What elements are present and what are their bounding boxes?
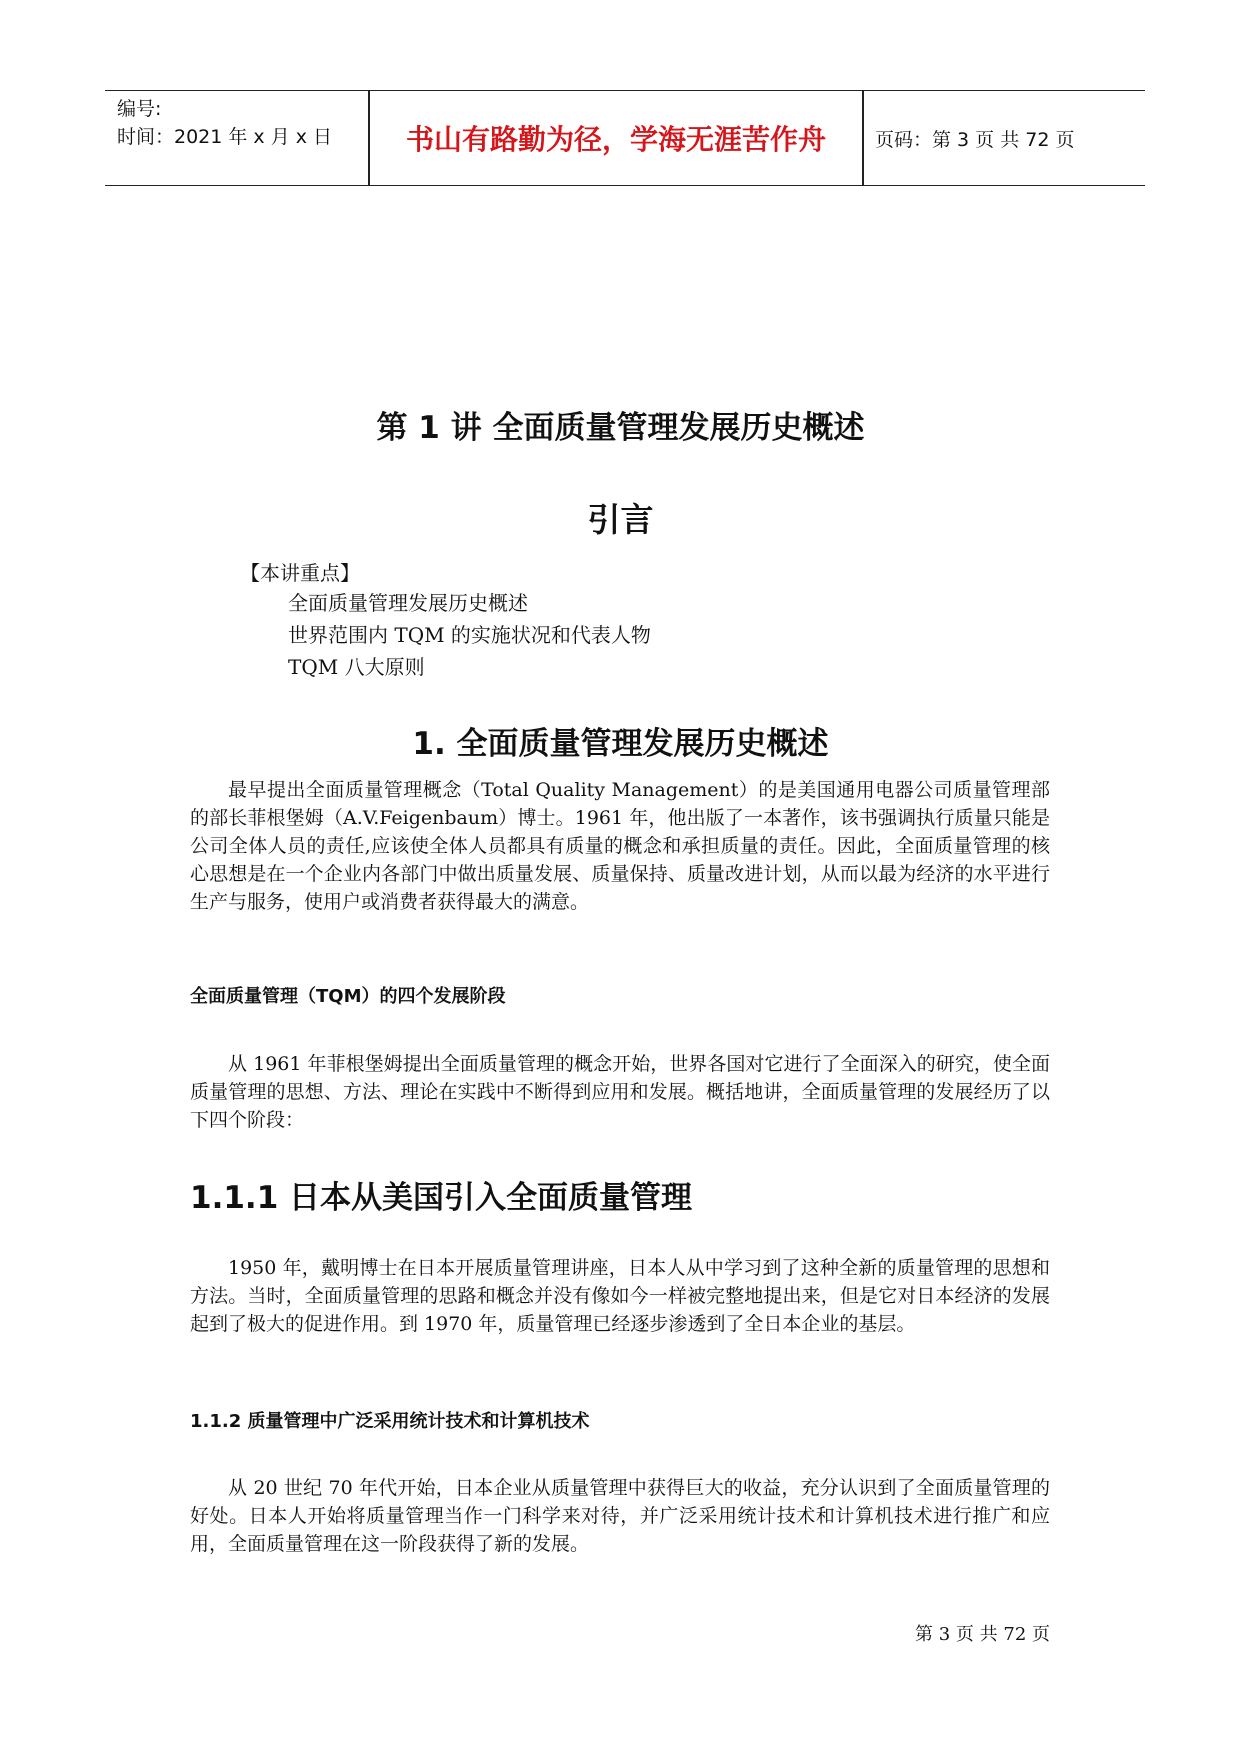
stages-paragraph: 从 1961 年菲根堡姆提出全面质量管理的概念开始，世界各国对它进行了全面深入的研究，使全面质量管理的思想、方法、理论在实践中不断得到应用和发展。概括地讲，全面质量管理的发展经历了以下四个阶段： [190, 1053, 1050, 1131]
header-divider [862, 91, 864, 185]
header-motto: 书山有路勤为径，学海无涯苦作舟 [405, 123, 826, 156]
subsection-heading: 1.1.1 日本从美国引入全面质量管理 [190, 1180, 693, 1216]
section-heading: 1. 全面质量管理发展历史概述 [412, 726, 829, 762]
subsection-paragraph: 从 20 世纪 70 年代开始，日本企业从质量管理中获得巨大的收益，充分认识到了全面质量管理的好处。日本人开始将质量管理当作一门科学来对待，并广泛采用统计技术和计算机技术进行推广和应用，全面质量管理在这一阶段获得了新的发展。 [190, 1477, 1050, 1555]
section-paragraph: 最早提出全面质量管理概念（Total Quality Management）的是美国通用电器公司质量管理部的部长菲根堡姆（A.V.Feigenbaum）博士。1961 年，他出版了一本著作，该书强调执行质量只能是公司全体人员的责任,应该使全体人员都具有质量的概念和承担质量的责任。因此，全面质量管理的核心思想是在一个企业内各部门中做出质量发展、质量保持、质量改进计划，从而以最为经济的水平进行生产与服务，使用户或消费者获得最大的满意。 [190, 779, 1050, 913]
focus-list [288, 587, 651, 683]
focus-label: 【本讲重点】 [240, 561, 360, 585]
lecture-title: 第 1 讲 全面质量管理发展历史概述 [376, 410, 865, 446]
focus-item: 世界范围内 TQM 的实施状况和代表人物 [288, 623, 651, 647]
focus-item: 全面质量管理发展历史概述 [288, 591, 528, 615]
header-meta [117, 95, 367, 151]
document-number-label: 编号: [117, 98, 162, 120]
document-date: 时间：2021 年 x 月 x 日 [117, 126, 333, 148]
subsection-paragraph: 1950 年，戴明博士在日本开展质量管理讲座，日本人从中学习到了这种全新的质量管理的思想和方法。当时，全面质量管理的思路和概念并没有像如今一样被完整地提出来，但是它对日本经济的发展起到了极大的促进作用。到 1970 年，质量管理已经逐步渗透到了全日本企业的基层。 [190, 1257, 1050, 1335]
subsection-heading-small: 1.1.2 质量管理中广泛采用统计技术和计算机技术 [190, 1411, 590, 1432]
lecture-subtitle: 引言 [587, 500, 654, 539]
stages-heading: 全面质量管理（TQM）的四个发展阶段 [190, 986, 506, 1007]
header-page-number: 页码：第 3 页 共 72 页 [875, 128, 1075, 151]
focus-item: TQM 八大原则 [288, 655, 425, 679]
page-footer: 第 3 页 共 72 页 [915, 1624, 1050, 1645]
page-header [105, 90, 1145, 186]
